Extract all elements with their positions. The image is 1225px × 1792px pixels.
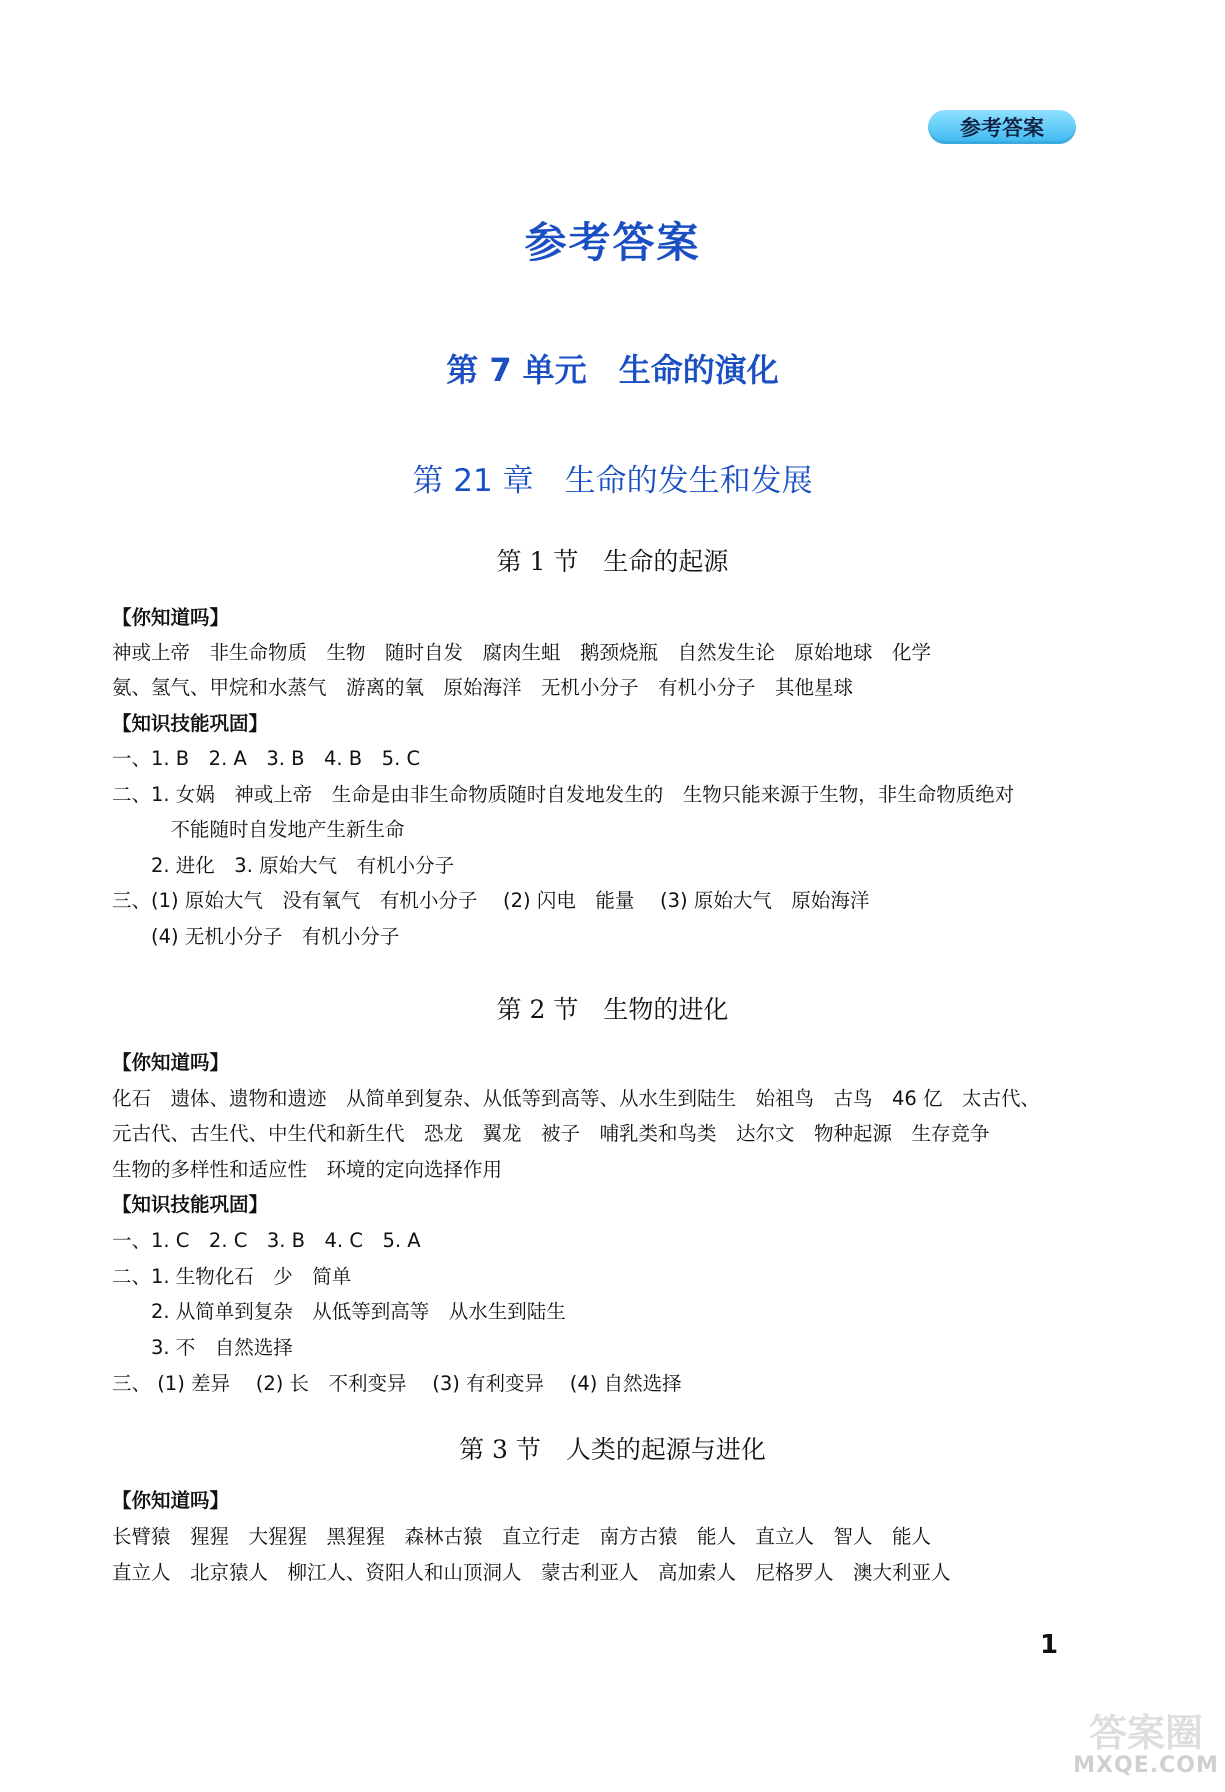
section-1-heading-know: 【你知道吗】: [112, 606, 230, 629]
section-title-1: 第 1 节 生命的起源: [496, 547, 729, 576]
section-1-line: 二、1. 女娲 神或上帝 生命是由非生命物质随时自发地发生的 生物只能来源于生物，非生命物质绝对: [112, 783, 1015, 806]
section-title-2: 第 2 节 生物的进化: [496, 995, 729, 1024]
page-title: 参考答案: [524, 218, 701, 267]
watermark-logo: [1072, 1712, 1220, 1786]
section-2-line: 元古代、古生代、中生代和新生代 恐龙 翼龙 被子 哺乳类和鸟类 达尔文 物种起源 生存竞争: [112, 1122, 990, 1145]
section-2-line: 化石 遗体、遗物和遗迹 从简单到复杂、从低等到高等、从水生到陆生 始祖鸟 古鸟 46 亿 太古代、: [112, 1087, 1041, 1110]
section-2-line: 生物的多样性和适应性 环境的定向选择作用: [112, 1158, 503, 1181]
section-3-line: 直立人 北京猿人 柳江人、资阳人和山顶洞人 蒙古利亚人 高加索人 尼格罗人 澳大利亚人: [112, 1561, 951, 1584]
watermark-cn: 答案圈: [1088, 1711, 1203, 1755]
section-1-line: 一、1. B 2. A 3. B 4. B 5. C: [112, 747, 421, 770]
watermark-en: MXQE.COM: [1073, 1753, 1219, 1778]
section-2-line: 2. 从简单到复杂 从低等到高等 从水生到陆生: [112, 1300, 566, 1323]
unit-title: 第 7 单元 生命的演化: [446, 351, 779, 389]
section-2-line: 三、 (1) 差异 (2) 长 不利变异 (3) 有利变异 (4) 自然选择: [112, 1372, 682, 1395]
section-3-line: 长臂猿 猩猩 大猩猩 黑猩猩 森林古猿 直立行走 南方古猿 能人 直立人 智人 能人: [112, 1525, 932, 1548]
section-2-line: 一、1. C 2. C 3. B 4. C 5. A: [112, 1229, 421, 1252]
section-2-line: 二、1. 生物化石 少 简单: [112, 1265, 352, 1288]
section-1-line: 三、(1) 原始大气 没有氧气 有机小分子 (2) 闪电 能量 (3) 原始大气 原始海洋: [112, 889, 870, 912]
section-1-line: 不能随时自发地产生新生命: [112, 818, 405, 841]
section-2-heading-know: 【你知道吗】: [112, 1051, 230, 1074]
section-1-line: 神或上帝 非生命物质 生物 随时自发 腐肉生蛆 鹅颈烧瓶 自然发生论 原始地球 化学: [112, 641, 932, 664]
section-1-line: (4) 无机小分子 有机小分子: [112, 925, 400, 948]
section-2-heading-skills: 【知识技能巩固】: [112, 1193, 269, 1216]
answer-key-badge: 参考答案: [928, 110, 1076, 144]
section-1-line: 2. 进化 3. 原始大气 有机小分子: [112, 854, 455, 877]
section-1-heading-skills: 【知识技能巩固】: [112, 712, 269, 735]
section-title-3: 第 3 节 人类的起源与进化: [459, 1435, 766, 1464]
section-3-heading-know: 【你知道吗】: [112, 1489, 230, 1512]
section-1-line: 氨、氢气、甲烷和水蒸气 游离的氧 原始海洋 无机小分子 有机小分子 其他星球: [112, 676, 854, 699]
page-number: 1: [1040, 1630, 1059, 1660]
section-2-line: 3. 不 自然选择: [112, 1336, 293, 1359]
chapter-title: 第 21 章 生命的发生和发展: [412, 463, 813, 499]
